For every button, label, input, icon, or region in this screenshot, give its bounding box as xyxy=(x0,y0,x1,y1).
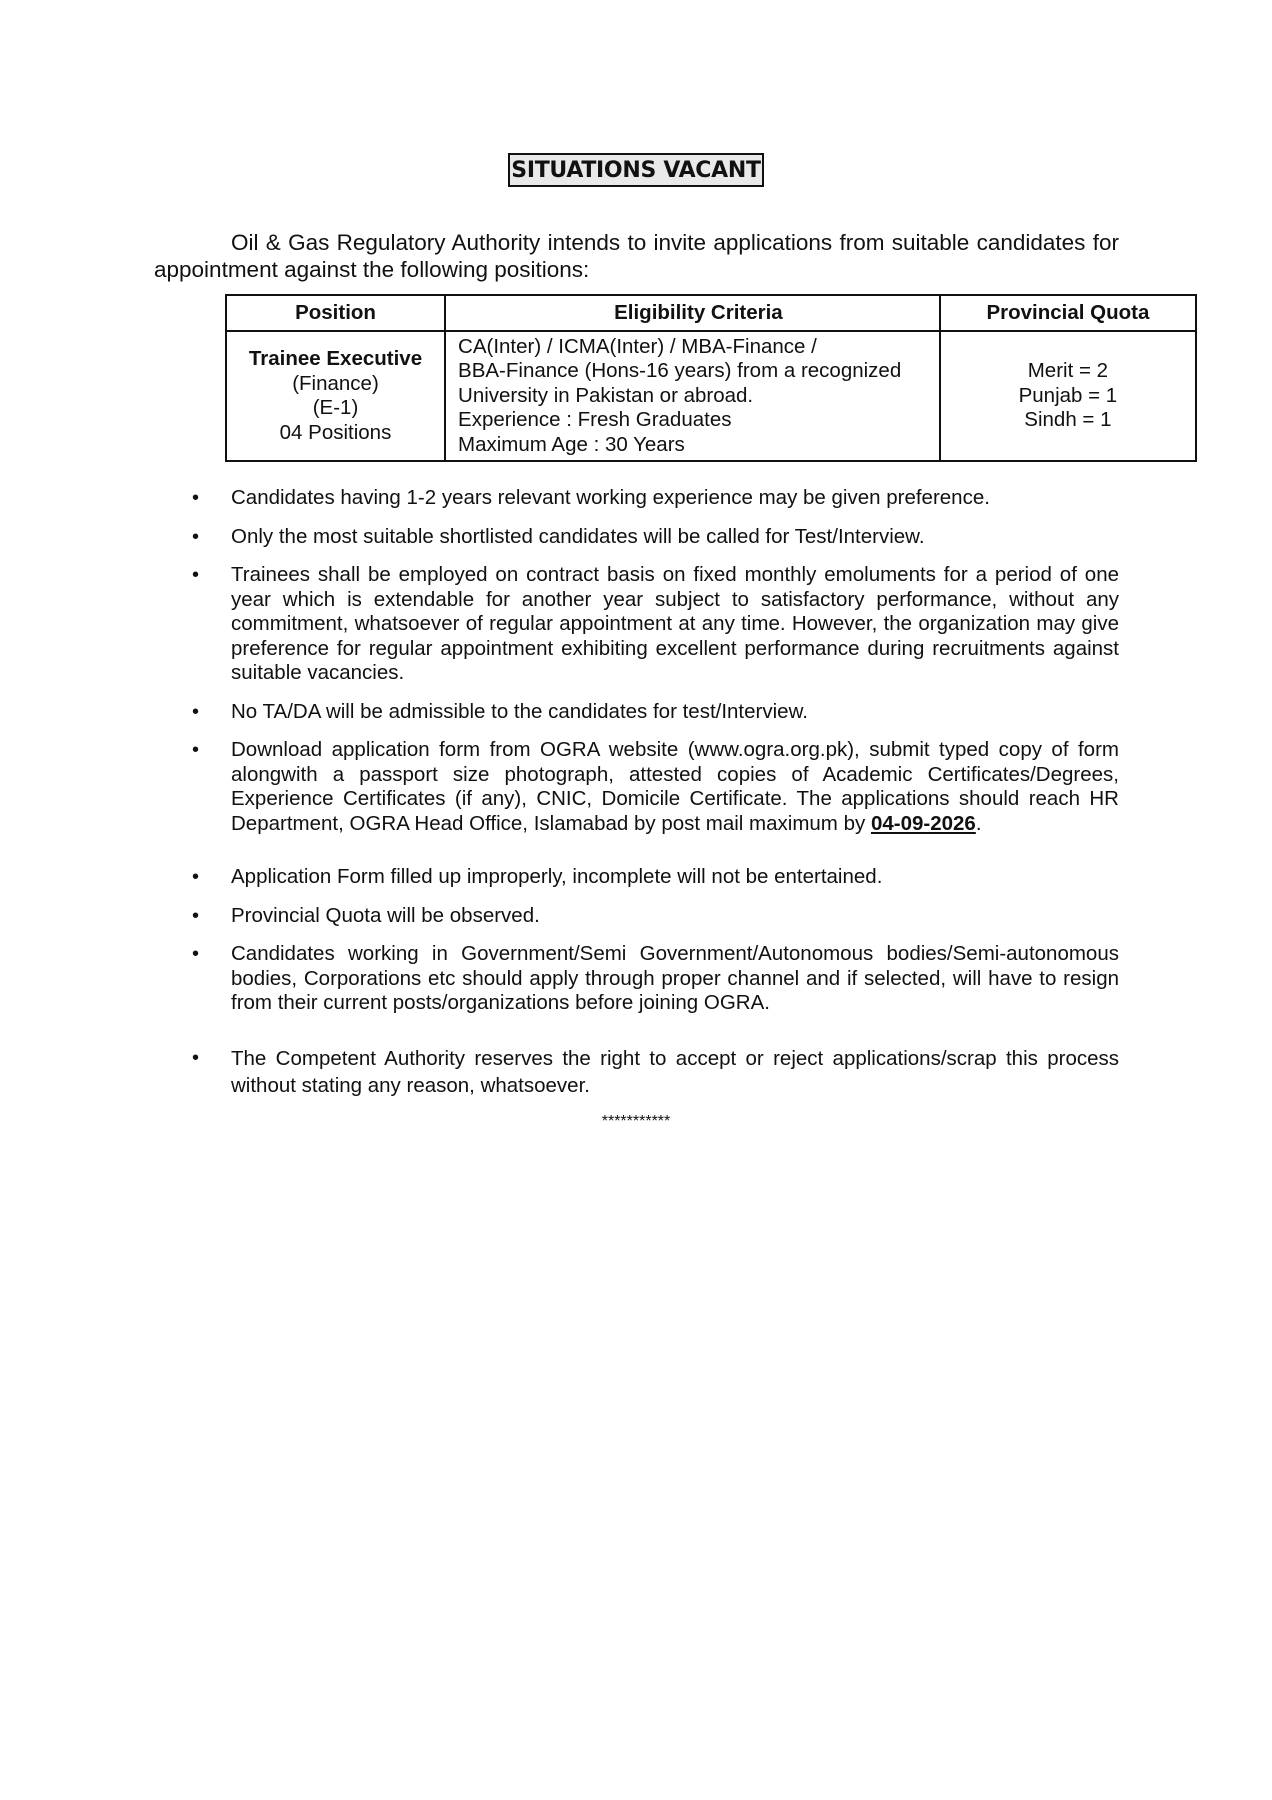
bullet-icon: • xyxy=(192,1046,200,1069)
list-item-text: The Competent Authority reserves the right to accept or reject applications/scrap this process without stating any reason, whatsoever. xyxy=(231,1046,1119,1097)
bullet-icon: • xyxy=(192,866,200,888)
bullet-icon: • xyxy=(192,943,200,965)
list-item xyxy=(154,942,1119,1016)
bullet-icon: • xyxy=(192,487,200,509)
conditions-list xyxy=(154,486,1119,1099)
list-item-text: Candidates having 1-2 years relevant working experience may be given preference. xyxy=(231,486,990,509)
position-cell xyxy=(226,331,445,461)
quota-line: Sindh = 1 xyxy=(1024,408,1112,432)
eligibility-line: University in Pakistan or abroad. xyxy=(458,383,754,407)
list-item-text: No TA/DA will be admissible to the candidates for test/Interview. xyxy=(231,699,808,723)
position-line: 04 Positions xyxy=(279,420,392,444)
position-line: (Finance) xyxy=(292,371,379,395)
eligibility-line: BBA-Finance (Hons-16 years) from a recognized xyxy=(458,359,902,383)
table-row xyxy=(226,331,1196,461)
table-header-row xyxy=(226,295,1196,331)
bullet-icon: • xyxy=(192,525,200,548)
list-item-text: Only the most suitable shortlisted candidates will be called for Test/Interview. xyxy=(231,524,925,548)
list-item xyxy=(154,865,1119,890)
list-item: • Download application form from OGRA website (www.ogra.org.pk), submit typed copy of form alongwith a passport size photograph, attested copies of Academic Certificates/Degrees, Experience Certificates (if any), CNIC, Domicile Certificate. The applications should reach HR Department, OGRA Head Office, Islamabad by post mail maximum by 04-09-2026. xyxy=(192,738,1119,835)
quota-cell xyxy=(940,331,1196,461)
positions-table xyxy=(225,294,1197,462)
list-item-text: Trainees shall be employed on contract basis on fixed monthly emoluments for a period of one year which is extendable for another year subject to satisfactory performance, without any commitment, whatsoever of regular appointment at any time. However, the organization may give preference for regular appointment exhibiting excellent performance during recruitments against suitable vacancies. xyxy=(231,563,1119,684)
list-item xyxy=(154,563,1119,686)
list-item xyxy=(154,700,1119,725)
list-item-text: Download application form from OGRA website (www.ogra.org.pk), submit typed copy of form alongwith a passport size photograph, attested copies of Academic Certificates/Degrees, Experience Certificates (if any), CNIC, Domicile Certificate. The applications should reach HR Department, OGRA Head Office, Islamabad by post mail maximum by xyxy=(231,738,1119,835)
title-container xyxy=(0,153,1272,187)
intro-paragraph xyxy=(154,229,1119,283)
list-item xyxy=(154,486,1119,511)
eligibility-line: Experience : Fresh Graduates xyxy=(458,408,732,432)
eligibility-line: Maximum Age : 30 Years xyxy=(458,432,685,456)
position-title: Trainee Executive xyxy=(248,347,423,370)
header-position: Position xyxy=(226,295,445,331)
header-eligibility: Eligibility Criteria xyxy=(445,295,940,331)
bullet-icon: • xyxy=(192,700,200,723)
bullet-icon: • xyxy=(192,739,200,761)
list-item xyxy=(154,904,1119,929)
intro-text: Oil & Gas Regulatory Authority intends to invite applications from suitable candidates for appointment against the following positions: xyxy=(154,230,1119,282)
page-title: SITUATIONS VACANT xyxy=(508,153,763,187)
list-item-text: Provincial Quota will be observed. xyxy=(231,903,540,927)
quota-line: Punjab = 1 xyxy=(1018,383,1118,407)
list-item xyxy=(154,1045,1119,1099)
list-item-text: Application Form filled up improperly, incomplete will not be entertained. xyxy=(231,865,883,888)
list-item-text: Candidates working in Government/Semi Government/Autonomous bodies/Semi-autonomous bodies, Corporations etc should apply through proper channel and if selected, will have to resign from their current posts/organizations before joining OGRA. xyxy=(231,942,1119,1014)
header-quota: Provincial Quota xyxy=(940,295,1196,331)
end-marker: *********** xyxy=(601,1113,671,1130)
deadline-date: 04-09-2026 xyxy=(870,811,976,835)
quota-line: Merit = 2 xyxy=(1027,359,1109,383)
eligibility-line: CA(Inter) / ICMA(Inter) / MBA-Finance / xyxy=(458,334,817,358)
bullet-icon: • xyxy=(192,904,200,927)
position-line: (E-1) xyxy=(312,396,359,419)
list-item xyxy=(154,525,1119,550)
eligibility-cell xyxy=(445,331,940,461)
bullet-icon: • xyxy=(192,564,200,586)
